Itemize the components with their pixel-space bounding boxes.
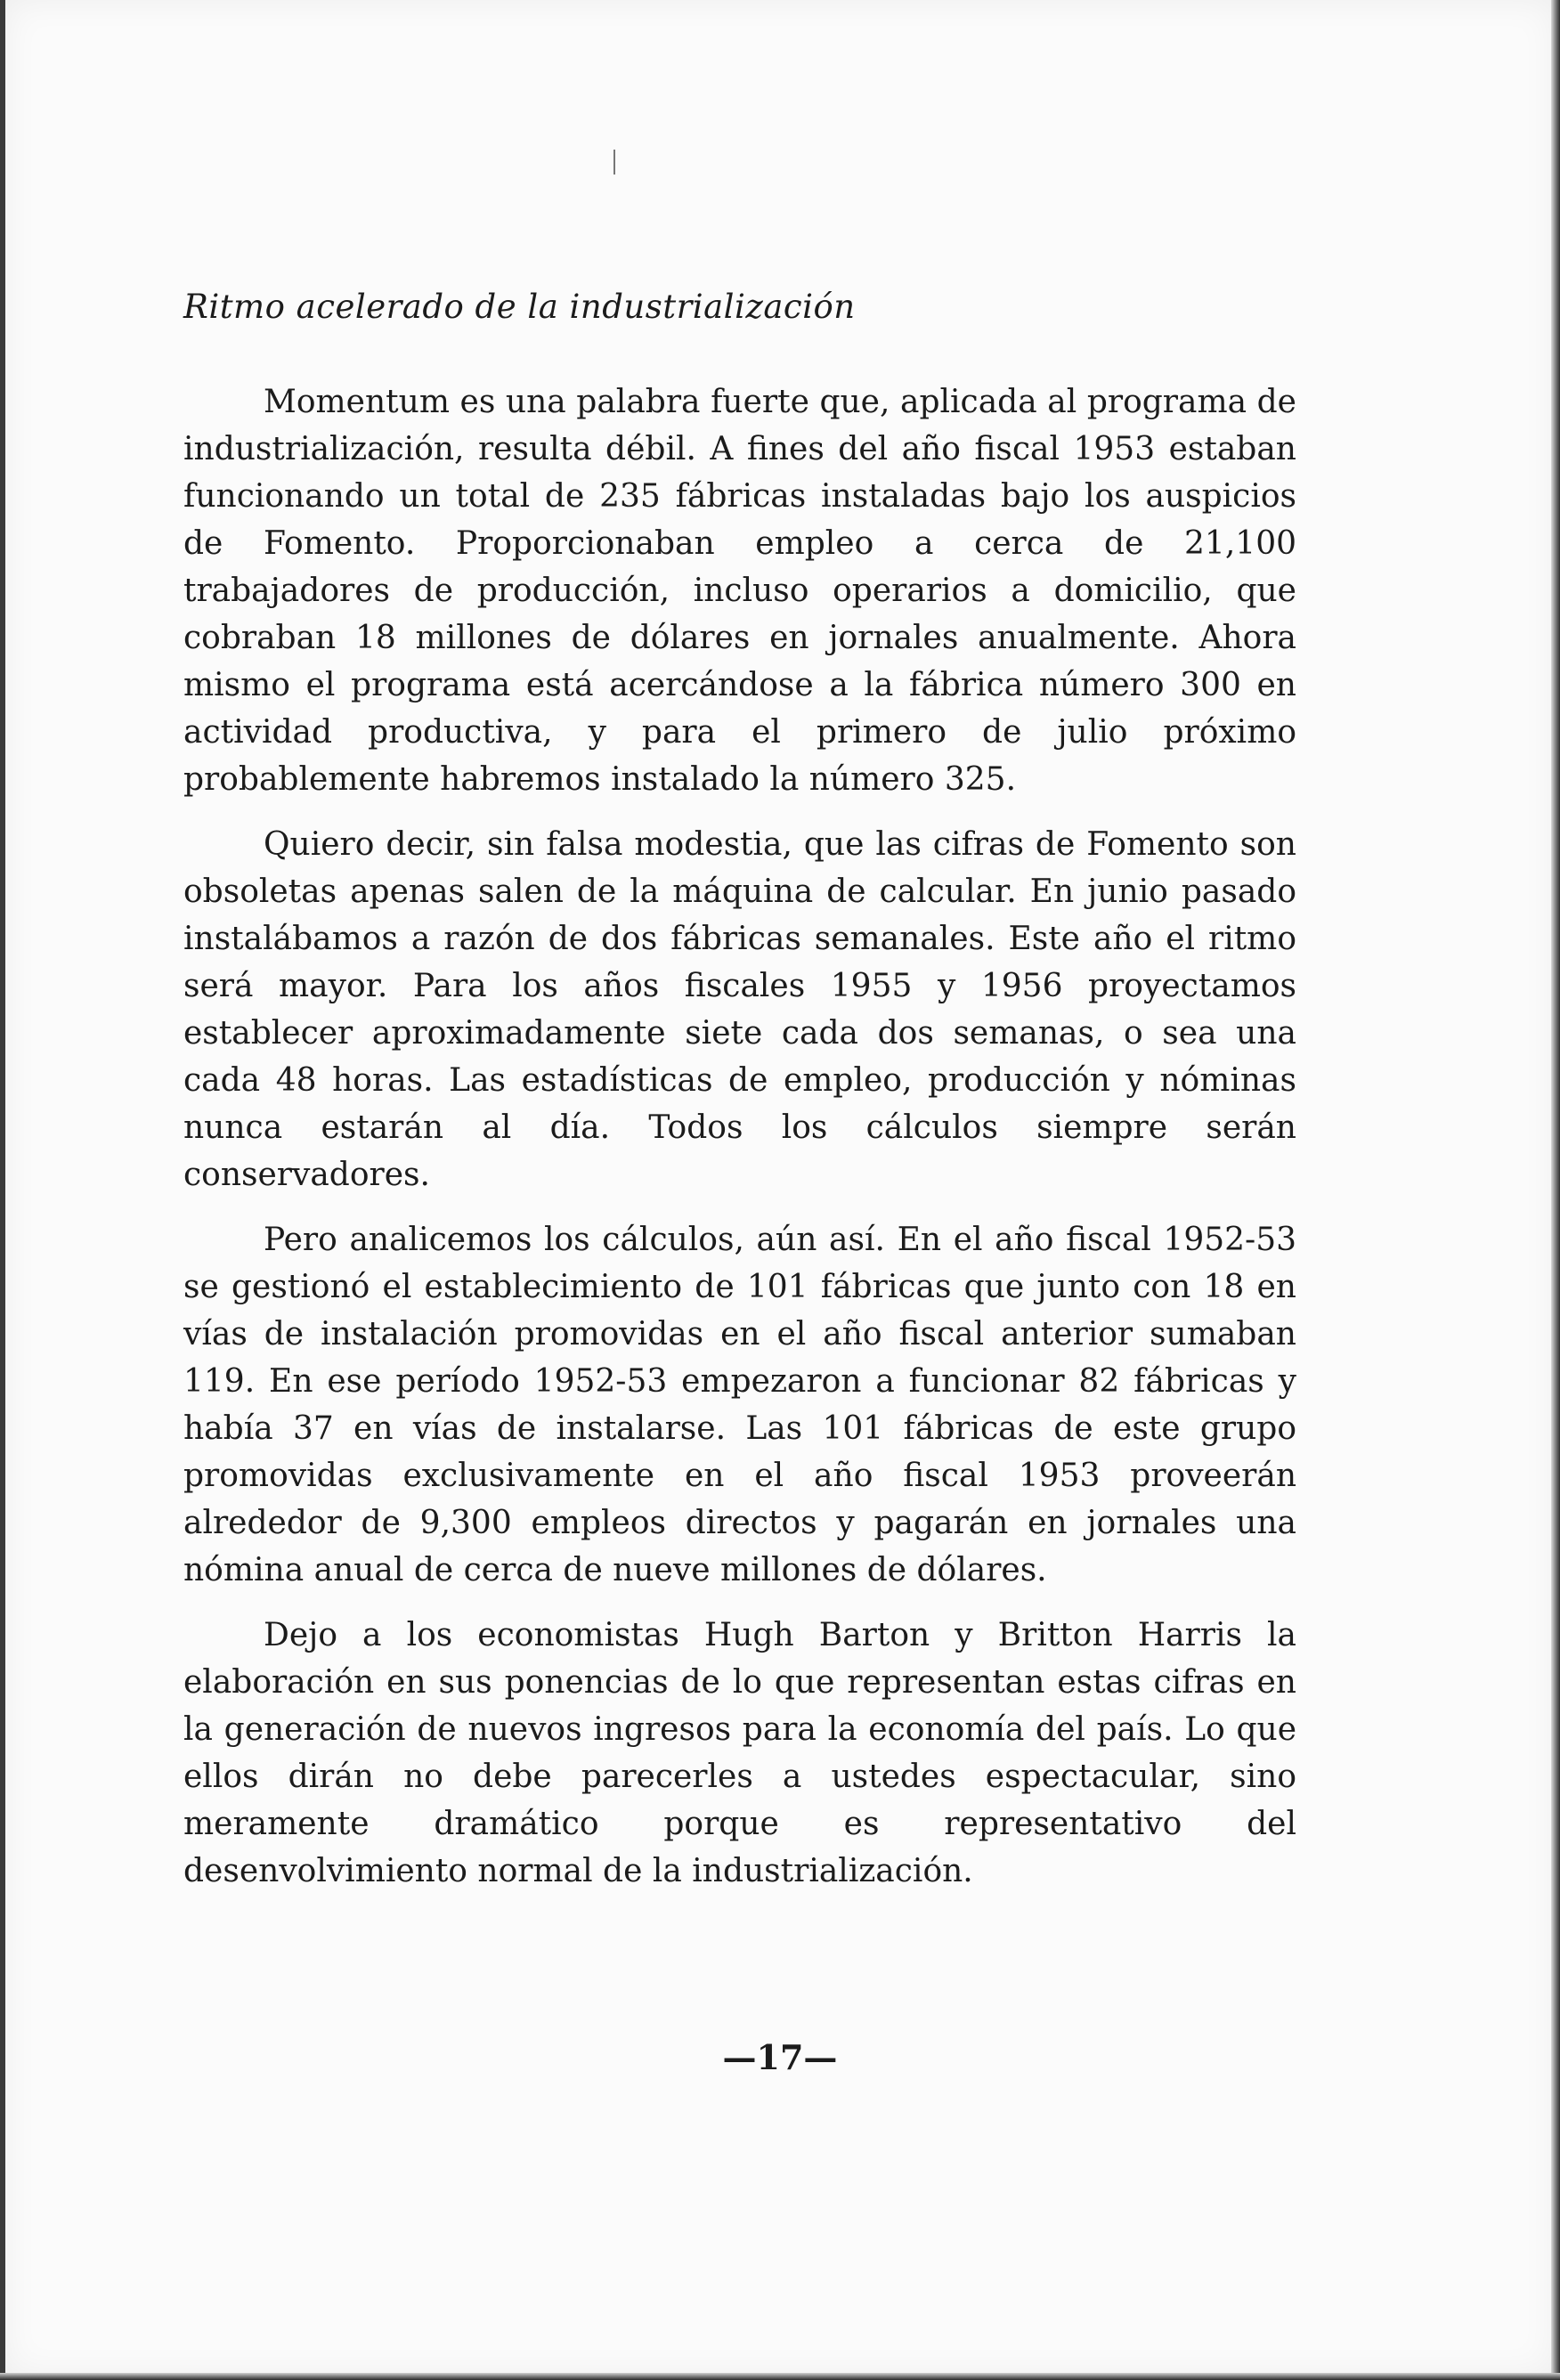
page-number: —17— xyxy=(722,2037,838,2077)
paragraph-3: Pero analicemos los cálculos, aún así. En el año fiscal 1952-53 se gestionó el establecimiento de 101 fábricas que junto con 18 en vías de instalación promovidas en el año fiscal anterior sumaban 119. En ese período 1952-53 empezaron a funcionar 82 fábricas y había 37 en vías de instalarse. Las 101 fábricas de este grupo promovidas exclusivamente en el año fiscal 1953 proveerán alrededor de 9,300 empleos directos y pagarán en jornales una nómina anual de cerca de nueve millones de dólares. xyxy=(183,1222,1296,1588)
paragraph-1: Momentum es una palabra fuerte que, aplicada al programa de industrialización, resulta débil. A fines del año fiscal 1953 estaban funcionando un total de 235 fábricas instaladas bajo los auspicios de Fomento. Proporcionaban empleo a cerca de 21,100 trabajadores de producción, incluso operarios a domicilio, que cobraban 18 millones de dólares en jornales anualmente. Ahora mismo el programa está acercándose a la fábrica número 300 en actividad productiva, y para el primero de julio próximo probablemente habremos instalado la número 325. xyxy=(183,384,1296,798)
page-edge-shadow xyxy=(1551,0,1560,2380)
paragraph-2: Quiero decir, sin falsa modestia, que las cifras de Fomento son obsoletas apenas salen de la máquina de calcular. En junio pasado instalábamos a razón de dos fábricas semanales. Este año el ritmo será mayor. Para los años fiscales 1955 y 1956 proyectamos establecer aproximadamente siete cada dos semanas, o sea una cada 48 horas. Las estadísticas de empleo, producción y nóminas nunca estarán al día. Todos los cálculos siempre serán conservadores. xyxy=(183,826,1296,1193)
page-bottom-shadow xyxy=(0,2373,1560,2380)
body-text xyxy=(183,283,1296,1913)
section-heading: Ritmo acelerado de la industrialización xyxy=(183,288,856,326)
paragraph-4: Dejo a los economistas Hugh Barton y Britton Harris la elaboración en sus ponencias de lo que representan estas cifras en la generación de nuevos ingresos para la economía del país. Lo que ellos dirán no debe parecerles a ustedes espectacular, sino meramente dramático porque es representativo del desenvolvimiento normal de la industrialización. xyxy=(183,1617,1296,1889)
scan-mark xyxy=(613,150,615,175)
